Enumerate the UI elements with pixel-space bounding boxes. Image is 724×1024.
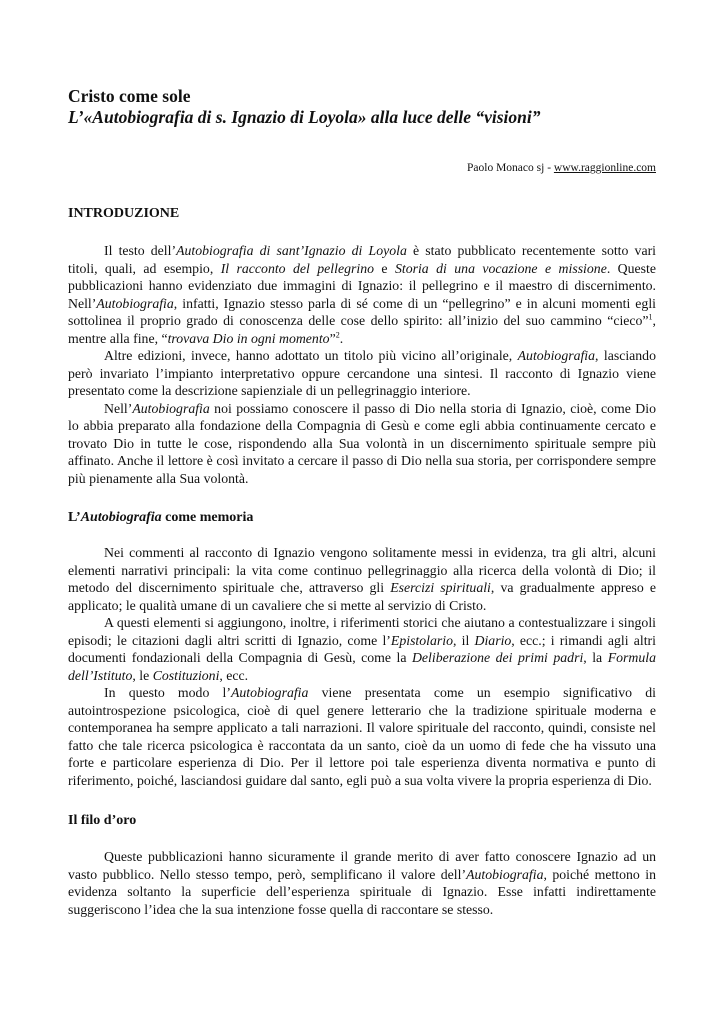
author-line — [467, 162, 656, 174]
section-filo-doro — [68, 848, 656, 918]
paragraph: Altre edizioni, invece, hanno adottato un titolo più vicino all’originale, Autobiografia, lasciando però invariato l’impianto interpretativo oppure cercandone una sintesi. Il racconto di Ignazio viene presentato come la descrizione sapienziale di un pellegrinaggio interiore. — [68, 348, 656, 398]
document-title: Cristo come sole — [68, 86, 191, 106]
paragraph: Il testo dell’Autobiografia di sant’Ignazio di Loyola è stato pubblicato recentemente sotto vari titoli, quali, ad esempio, Il racconto del pellegrino e Storia di una vocazione e missione. Queste pubblicazioni hanno evidenziato due immagini di Ignazio: il pellegrino e il maestro di discernimento. Nell’Autobiografia, infatti, Ignazio stesso parla di sé come di un “pellegrino” e in alcuni momenti egli sottolinea il proprio grado di conoscenza delle cose dello spirito: all’inizio del suo cammino “cieco”$^1$, mentre alla fine, “trovava Dio in ogni momento”$^2$. — [68, 243, 657, 346]
paragraph: A questi elementi si aggiungono, inoltre, i riferimenti storici che aiutano a contestualizzare i singoli episodi; le citazioni dagli altri scritti di Ignazio, come l’Epistolario, il Diario, ecc.; i rimandi agli altri documenti fondazionali della Compagnia di Gesù, come la Deliberazione dei primi padri, la Formula dell’Istituto, le Costituzioni, ecc. — [68, 615, 656, 683]
section-memoria — [68, 544, 656, 789]
paragraph: Queste pubblicazioni hanno sicuramente il grande merito di aver fatto conoscere Ignazio ad un vasto pubblico. Nello stesso tempo, però, semplificano il valore dell’Autobiografia, poiché mettono in evidenza soltanto la superficie dell’esperienza spirituale di Ignazio. Esse infatti indirettamente suggeriscono l’idea che la sua intenzione fosse quella di raccontare se stesso. — [68, 849, 656, 917]
section-introduzione — [68, 242, 656, 487]
section-heading-memoria: L’Autobiografia come memoria — [68, 510, 254, 525]
website-link[interactable]: www.raggionline.com — [553, 162, 656, 174]
paragraph: Nell’Autobiografia noi possiamo conoscere il passo di Dio nella storia di Ignazio, cioè, come Dio lo abbia preparato alla fondazione della Compagnia di Gesù e come egli abbia continuamente cercato e trovato Dio in tutte le cose, rispondendo alla Sua volontà in un discernimento spirituale sempre più affinato. Anche il lettore è così invitato a cercare il passo di Dio nella sua storia, per corrispondere sempre più pienamente alla Sua volontà. — [68, 400, 656, 486]
paragraph: Nei commenti al racconto di Ignazio vengono solitamente messi in evidenza, tra gli altri, alcuni elementi narrativi principali: la vita come continuo pellegrinaggio alla ricerca della volontà di Dio; il metodo del discernimento spirituale che, attraverso gli Esercizi spirituali, va gradualmente appreso e applicato; le qualità umane di un cavaliere che si mette al servizio di Cristo. — [68, 545, 656, 613]
section-heading-introduzione: INTRODUZIONE — [68, 206, 180, 221]
paragraph: In questo modo l’Autobiografia viene presentata come un esempio significativo di autointrospezione psicologica, cioè di quel genere letterario che la tradizione spirituale moderna e contemporanea ha sempre applicato a tali narrazioni. Il valore spirituale del racconto, quindi, consiste nel fatto che tale ricerca psicologica è raccontata da un santo, cioè da un uomo di fede che ha vissuto una forte e particolare esperienza di Dio. Per il lettore poi tale esperienza diventa normativa e punto di riferimento, poiché, lasciandosi guidare dal santo, egli può a sua volta vivere la propria esperienza di Dio. — [68, 685, 656, 788]
author-name: Paolo Monaco sj - — [467, 162, 554, 174]
document-subtitle: L’«Autobiografia di s. Ignazio di Loyola» alla luce delle “visioni” — [68, 107, 541, 127]
section-heading-filo-doro: Il filo d’oro — [68, 813, 137, 828]
